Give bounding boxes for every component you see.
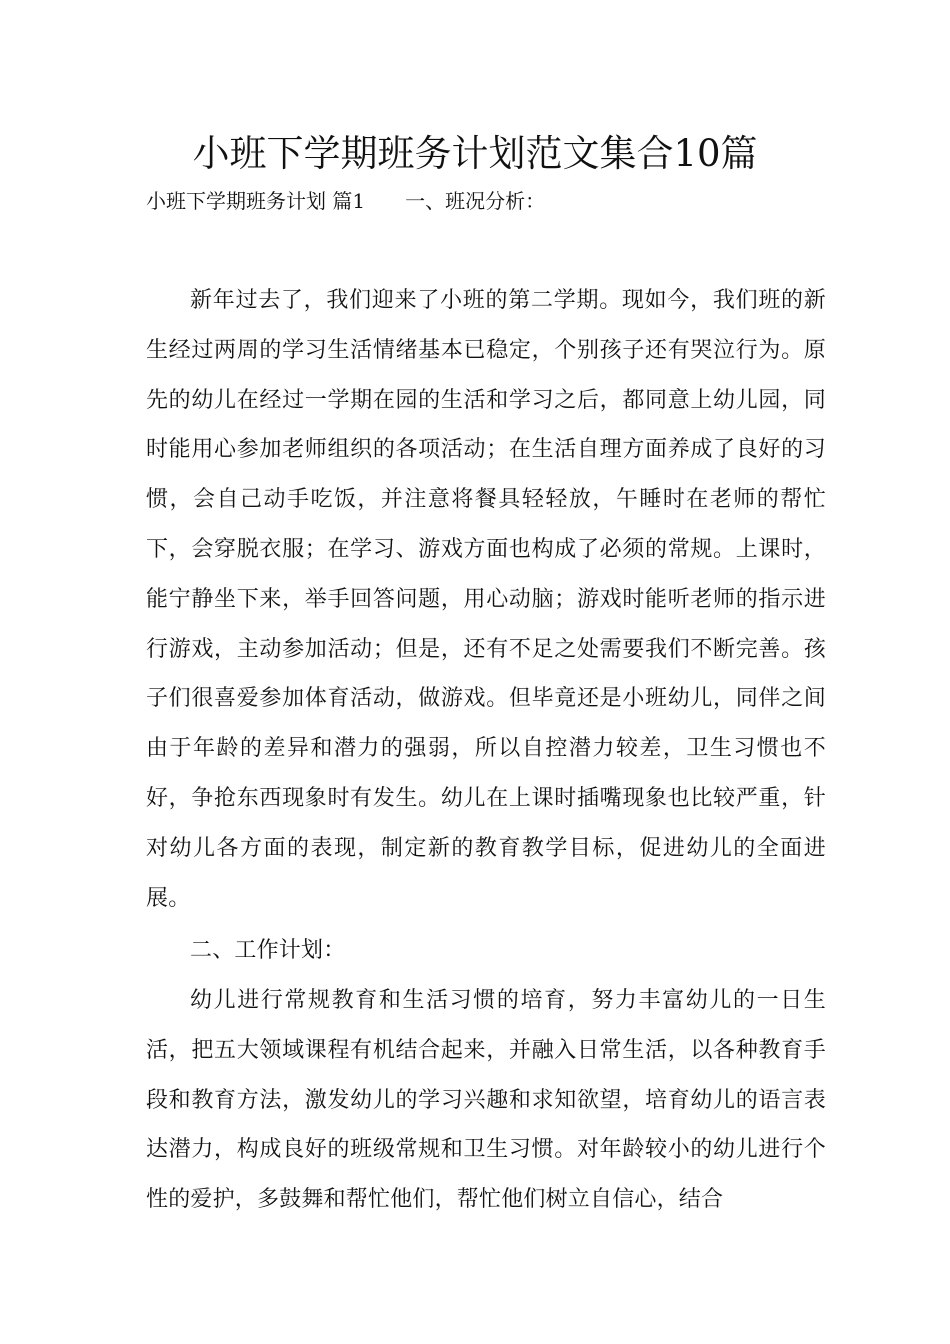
subtitle-line [146, 186, 545, 216]
section-heading-work-plan: 二、工作计划： [190, 938, 346, 963]
section-heading-class-analysis: 一、班况分析： [405, 189, 546, 213]
document-title: 小班下学期班务计划范文集合10篇 [192, 132, 758, 175]
paragraph-work-plan: 幼儿进行常规教育和生活习惯的培育，努力丰富幼儿的一日生活，把五大领域课程有机结合起来，并融入日常生活，以各种教育手段和教育方法，激发幼儿的学习兴趣和求知欲望，培育幼儿的语言表达潜力，构成良好的班级常规和卫生习惯。对年龄较小的幼儿进行个性的爱护，多鼓舞和帮忙他们，帮忙他们树立自信心，结合 [146, 988, 826, 1213]
paragraph-class-analysis: 新年过去了，我们迎来了小班的第二学期。现如今，我们班的新生经过两周的学习生活情绪基本已稳定，个别孩子还有哭泣行为。原先的幼儿在经过一学期在园的生活和学习之后，都同意上幼儿园，同时能用心参加老师组织的各项活动；在生活自理方面养成了良好的习惯，会自己动手吃饭，并注意将餐具轻轻放，午睡时在老师的帮忙下，会穿脱衣服；在学习、游戏方面也构成了必须的常规。上课时，能宁静坐下来，举手回答问题，用心动脑；游戏时能听老师的指示进行游戏，主动参加活动；但是，还有不足之处需要我们不断完善。孩子们很喜爱参加体育活动，做游戏。但毕竟还是小班幼儿，同伴之间由于年龄的差异和潜力的强弱，所以自控潜力较差，卫生习惯也不好，争抢东西现象时有发生。幼儿在上课时插嘴现象也比较严重，针对幼儿各方面的表现，制定新的教育教学目标，促进幼儿的全面进展。 [146, 288, 826, 911]
article-heading: 小班下学期班务计划 篇1 [146, 189, 366, 213]
